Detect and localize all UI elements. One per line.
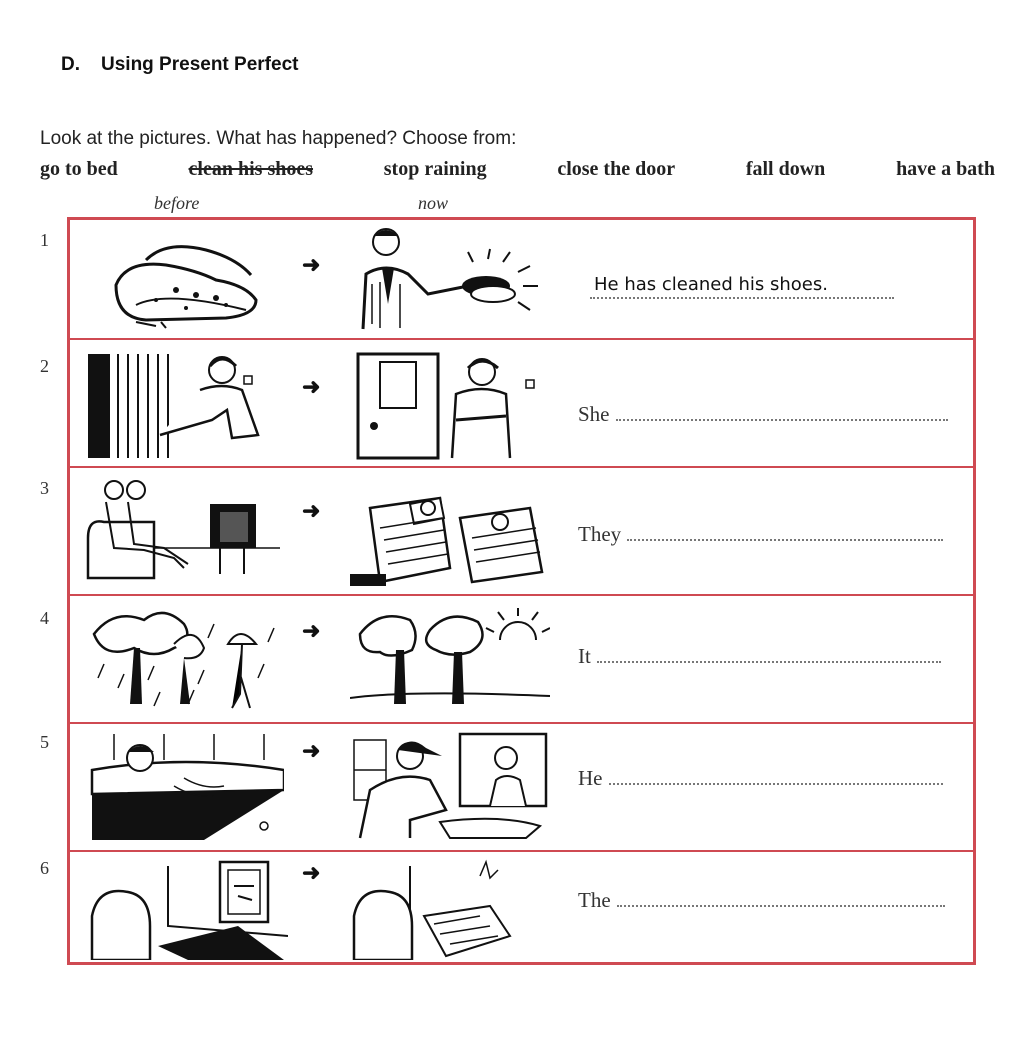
column-label-now: now — [418, 193, 449, 213]
answer-prefix: She — [578, 402, 610, 426]
woman-open-door-illustration — [82, 350, 272, 460]
man-in-bath-illustration — [84, 730, 284, 842]
phrase-go-to-bed: go to bed — [40, 158, 118, 180]
answer-blank[interactable] — [609, 782, 943, 785]
couple-watching-tv-illustration — [84, 478, 284, 588]
man-drying-hair-illustration — [350, 730, 550, 842]
section-title: Using Present Perfect — [101, 54, 299, 75]
rain-trees-illustration — [84, 604, 284, 714]
answer-prefix: They — [578, 522, 622, 546]
exercise-row-4 — [40, 596, 973, 724]
answer-line — [578, 888, 945, 913]
section-heading — [61, 54, 298, 76]
arrow-icon: ➜ — [302, 738, 321, 763]
sunny-trees-illustration — [350, 604, 550, 714]
answer-line — [578, 522, 943, 547]
exercise-row-6 — [40, 852, 973, 962]
answer-blank[interactable] — [627, 538, 943, 541]
exercise-row-1 — [40, 220, 973, 340]
exercise-row-3 — [40, 468, 973, 596]
arrow-icon: ➜ — [302, 498, 321, 523]
answer-blank[interactable] — [617, 904, 945, 907]
answer-prefix: It — [578, 644, 591, 668]
phrase-fall-down: fall down — [745, 158, 826, 180]
row-number: 1 — [40, 230, 49, 250]
arrow-icon: ➜ — [302, 860, 321, 885]
answer-line — [578, 644, 941, 669]
exercise-row-5 — [40, 724, 973, 852]
row-number: 4 — [40, 608, 49, 628]
answer-prefix: The — [578, 888, 611, 912]
row-number: 5 — [40, 732, 49, 752]
answer-blank[interactable] — [616, 418, 948, 421]
row-number: 6 — [40, 858, 49, 878]
woman-closed-door-illustration — [352, 350, 552, 460]
phrase-close-the-door: close the door — [557, 158, 676, 180]
example-answer: He has cleaned his shoes. — [590, 274, 894, 299]
row-number: 3 — [40, 478, 49, 498]
section-letter: D. — [61, 54, 80, 75]
shoes-illustration — [106, 230, 266, 330]
phrase-have-a-bath: have a bath — [896, 158, 995, 180]
arrow-icon: ➜ — [302, 374, 321, 399]
arrow-icon: ➜ — [302, 252, 321, 277]
arrow-icon: ➜ — [302, 618, 321, 643]
answer-line — [578, 402, 948, 427]
answer-line — [578, 766, 943, 791]
column-label-before: before — [154, 193, 200, 213]
phrase-clean-his-shoes: clean his shoes — [188, 158, 314, 180]
man-with-clean-shoes-illustration — [358, 224, 548, 332]
exercise-row-2 — [40, 340, 973, 468]
couple-in-bed-illustration — [350, 478, 550, 588]
instruction-text: Look at the pictures. What has happened? Choose from: — [40, 128, 517, 149]
room-fallen-picture-illustration — [350, 856, 520, 960]
exercise-table — [40, 217, 976, 965]
row-number: 2 — [40, 356, 49, 376]
room-with-picture-illustration — [88, 856, 288, 960]
phrase-bank — [40, 158, 995, 181]
answer-blank[interactable] — [597, 660, 941, 663]
phrase-stop-raining: stop raining — [383, 158, 487, 180]
answer-prefix: He — [578, 766, 603, 790]
